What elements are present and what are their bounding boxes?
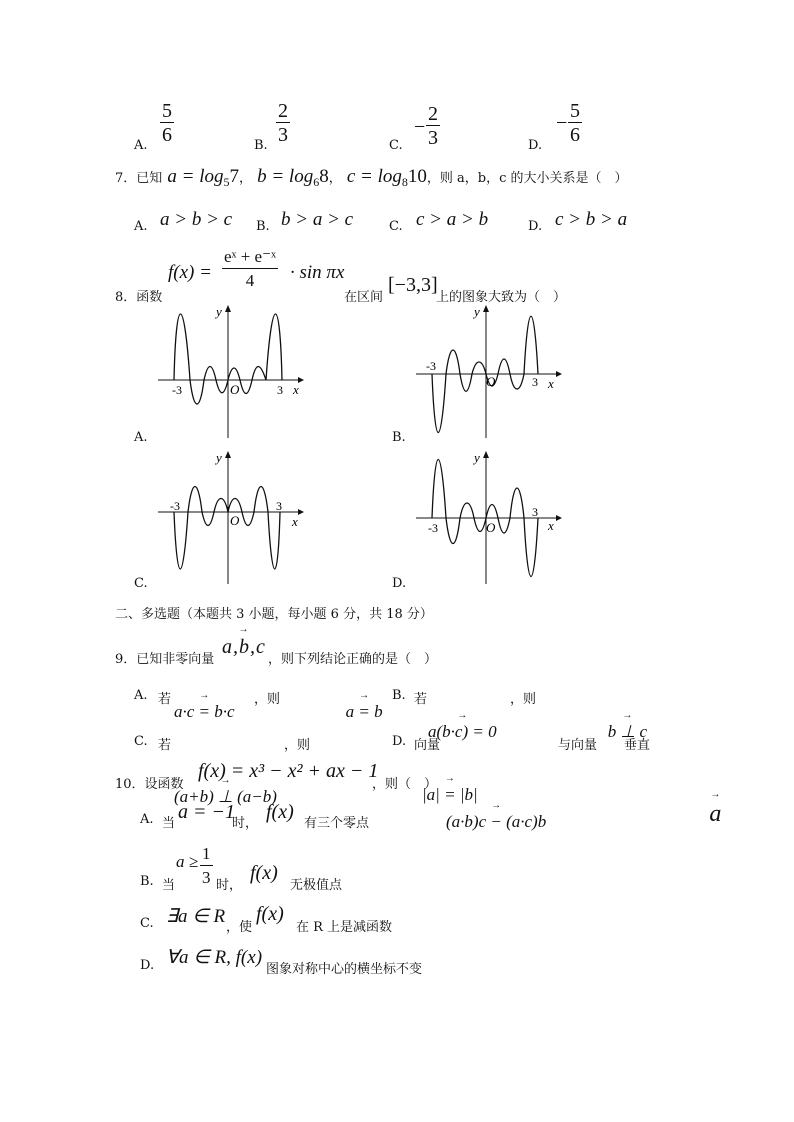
q7-option-a-expr: a > b > c [160, 209, 233, 230]
q6-option-c-label: C. [389, 138, 403, 153]
q8-graph-b [408, 302, 568, 442]
q10-d-post: 图象对称中心的横坐标不变 [266, 962, 423, 977]
q6-b-num: 2 [278, 100, 288, 122]
q9-d-mid: 与向量 [558, 738, 598, 753]
q8-graph-a [150, 302, 310, 442]
q9-tail: ，则下列结论正确的是（ ） [268, 652, 438, 667]
tick-neg3: -3 [428, 521, 438, 535]
x-label: x [293, 382, 299, 397]
q8-lead: 8．函数 [115, 290, 163, 305]
q8-fx: f(x) = [168, 262, 212, 283]
origin-label: O [486, 374, 496, 389]
q7-sep-1: ， [238, 171, 252, 186]
q10-c-expr: ∃a ∈ R [166, 906, 226, 927]
y-label: y [216, 450, 222, 465]
q10-a-pre: 当 [162, 816, 176, 831]
q8-interval: [−3,3] [388, 274, 438, 296]
q6-d-num: 5 [570, 100, 580, 122]
tick-neg3: -3 [170, 499, 180, 513]
q7-option-d-label: D. [528, 219, 543, 234]
origin-label: O [230, 382, 240, 397]
q9-b-expr: → a(b·c) = 0 [428, 722, 497, 742]
q10-a-fx: f(x) [266, 801, 294, 823]
q6-option-b-label: B. [254, 138, 268, 153]
q9-a-mid: ，则 [254, 692, 281, 707]
q9-d-label: D. [392, 734, 407, 749]
q9-b-pre: 若 [414, 692, 428, 707]
q9-d-pre: 向量 [414, 738, 441, 753]
x-arrow-icon [556, 371, 562, 377]
origin-label: O [486, 520, 496, 535]
q6-a-num: 5 [162, 100, 172, 122]
q9-a-pre: 若 [158, 692, 172, 707]
q7-tail: ，则 a，b，c 的大小关系是（ ） [426, 171, 628, 186]
q10-a-post: 有三个零点 [304, 816, 370, 831]
q10-b-post: 无极值点 [290, 878, 343, 893]
q9-d-result: → a [709, 801, 721, 828]
q9-c-mid: ，则 [284, 738, 311, 753]
q7-option-b-label: B. [256, 219, 270, 234]
q7-sep-2: ， [328, 171, 342, 186]
q9-c-expr: → (a+b) ⊥ (a−b) [174, 787, 277, 807]
q8-option-a-label: A. [134, 430, 148, 445]
q10-expr: f(x) = x³ − x² + ax − 1 [198, 760, 379, 782]
q10-d-expr: ∀a ∈ R, f(x) [166, 947, 263, 968]
section-2-heading: 二、多选题（本题共 3 小题，每小题 6 分，共 18 分） [115, 607, 433, 622]
q10-a-label: A. [140, 812, 154, 827]
q10-b-pre: 当 [162, 878, 176, 893]
q6-d-den: 6 [570, 124, 580, 146]
q10-b-fraction [200, 843, 213, 890]
q10-d-label: D. [140, 958, 155, 973]
q8-option-b-label: B. [392, 430, 406, 445]
q6-option-d-label: D. [528, 138, 543, 153]
q7-option-d-expr: c > b > a [555, 209, 628, 230]
x-arrow-icon [298, 509, 304, 515]
x-label: x [292, 514, 298, 529]
q7-option-b-expr: b > a > c [281, 209, 354, 230]
tick-neg3: -3 [426, 359, 436, 373]
q6-option-b-fraction [276, 100, 290, 147]
x-arrow-icon [556, 515, 562, 521]
q8-option-d-label: D. [392, 576, 407, 591]
q6-c-num: 2 [428, 103, 438, 125]
x-label: x [548, 518, 554, 533]
q9-d-expr: → (a·b)c − (a·c)b [446, 812, 546, 832]
q9-a-expr: → a·c = b·c [174, 702, 235, 722]
q7-stem [115, 166, 627, 190]
q6-option-a-label: A. [134, 138, 148, 153]
q6-d-sign: − [556, 112, 568, 134]
q10-c-fx: f(x) [256, 903, 284, 925]
q10-a-mid: 时， [232, 816, 259, 831]
q9-vectors: → a,b,c [222, 636, 266, 659]
x-label: x [548, 376, 554, 391]
q8-sin: · sin πx [290, 262, 345, 283]
q9-c-result: → |a| = |b| [422, 785, 478, 805]
q9-d-end: 垂直 [624, 738, 651, 753]
q10-b-num: 1 [200, 843, 213, 866]
q10-tail: ，则（ ） [372, 777, 438, 792]
curve [174, 487, 280, 570]
q8-interval-prefix: 在区间 [344, 290, 384, 305]
q6-a-den: 6 [162, 124, 172, 146]
q7-c-expr: $c = \log_810$ [346, 166, 427, 189]
q9-c-pre: 若 [158, 738, 172, 753]
q6-option-d-fraction [568, 100, 582, 147]
q6-c-den: 3 [428, 127, 438, 149]
y-label: y [216, 304, 222, 319]
q10-b-label: B. [140, 874, 154, 889]
q7-b-expr: $b = \log_68$ [257, 166, 329, 189]
q7-a-expr: $a = \log_57$ [167, 166, 239, 189]
y-arrow-icon [225, 305, 231, 312]
q7-option-c-expr: c > a > b [416, 209, 489, 230]
tick-neg3: -3 [172, 383, 182, 397]
q10-c-mid: ，使 [226, 920, 253, 935]
q8-option-c-label: C. [134, 576, 148, 591]
q9-a-label: A. [134, 688, 148, 703]
tick-pos3: 3 [277, 383, 283, 397]
q6-b-den: 3 [278, 124, 288, 146]
q9-c-label: C. [134, 734, 148, 749]
y-arrow-icon [483, 305, 489, 312]
q10-b-cond: a ≥ [176, 852, 199, 871]
q8-tail: 上的图象大致为（ ） [436, 290, 567, 305]
q6-option-a-fraction [160, 100, 174, 147]
q9-b-result: → b ⊥ c [608, 722, 647, 742]
q7-lead: 7．已知 [115, 171, 163, 186]
q9-b-mid: ，则 [510, 692, 537, 707]
q10-c-post: 在 R 上是减函数 [296, 920, 393, 935]
q9-lead: 9．已知非零向量 [115, 652, 215, 667]
q7-option-c-label: C. [389, 219, 403, 234]
q8-num: eˣ + e⁻ˣ [222, 246, 278, 269]
q8-graph-d [408, 448, 568, 588]
q6-option-c-fraction [426, 103, 440, 150]
q10-a-cond: a = −1 [178, 801, 235, 823]
q10-c-label: C. [140, 916, 154, 931]
q8-graph-c [150, 448, 310, 588]
tick-pos3: 3 [532, 375, 538, 389]
origin-label: O [230, 513, 240, 528]
y-arrow-icon [225, 451, 231, 458]
q10-b-fx: f(x) [250, 862, 278, 884]
q8-den: 4 [245, 271, 255, 290]
x-arrow-icon [298, 377, 304, 383]
y-label: y [474, 304, 480, 319]
q9-b-label: B. [392, 688, 406, 703]
q10-lead: 10．设函数 [115, 777, 184, 792]
q7-option-a-label: A. [134, 219, 148, 234]
q10-b-den: 3 [202, 868, 211, 887]
tick-pos3: 3 [532, 505, 538, 519]
q8-fraction [222, 246, 278, 293]
y-arrow-icon [483, 451, 489, 458]
y-label: y [474, 450, 480, 465]
q6-c-sign: − [414, 116, 426, 138]
tick-pos3: 3 [276, 499, 282, 513]
q9-a-result: → a = b [346, 702, 383, 722]
q10-b-mid: 时， [216, 878, 243, 893]
